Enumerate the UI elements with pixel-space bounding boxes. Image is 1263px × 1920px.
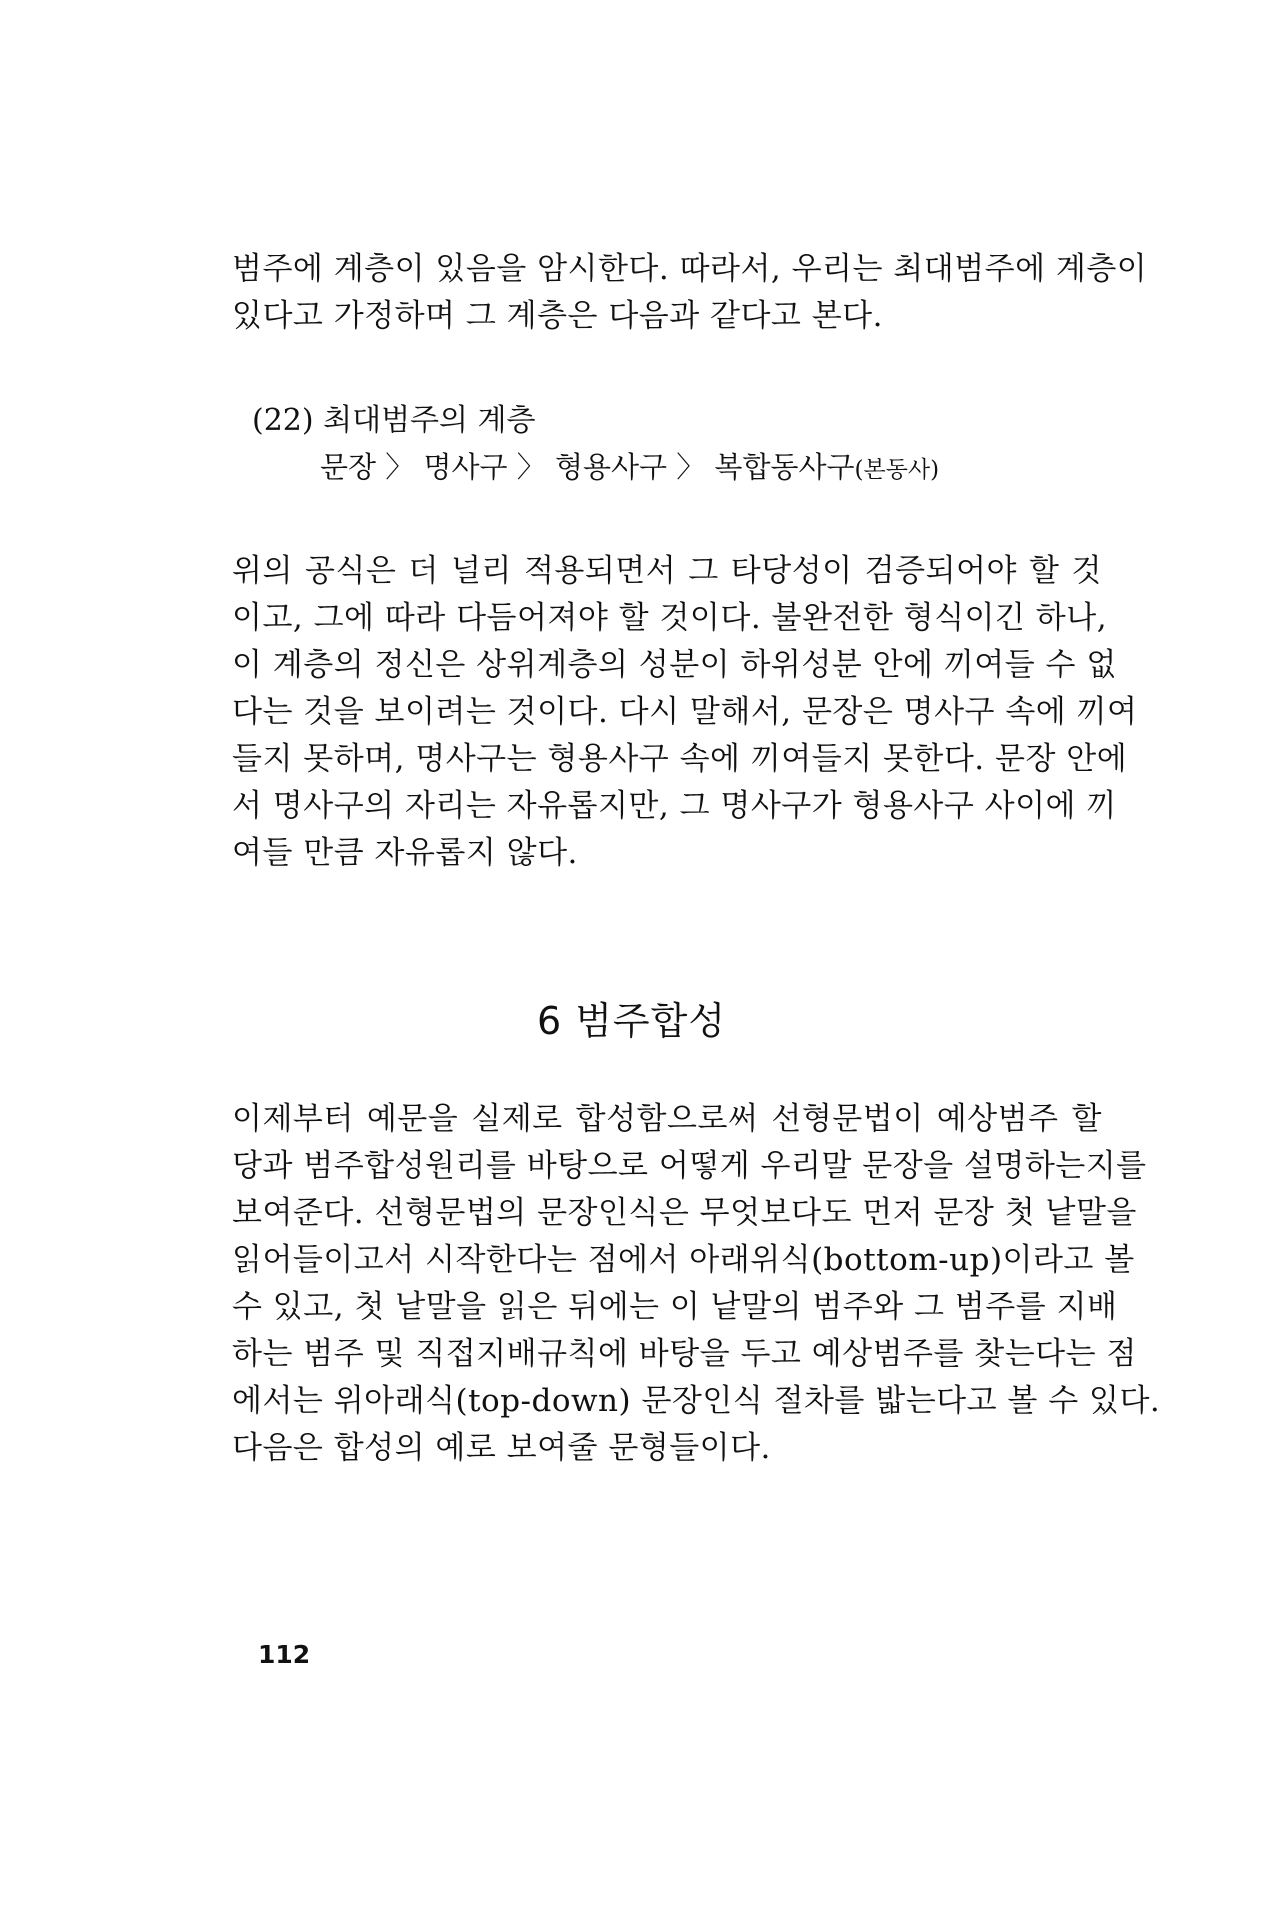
discussion-line-7: 여들 만큼 자유롭지 않다.: [232, 835, 578, 871]
example-22: [252, 398, 1122, 493]
example-sequence-main: 문장 〉 명사구 〉 형용사구 〉 복합동사구: [320, 450, 855, 484]
discussion-paragraph: [232, 548, 1138, 877]
page-number: 112: [258, 1640, 311, 1669]
synthesis-line-4: 읽어들이고서 시작한다는 점에서 아래위식(bottom-up)이라고 볼: [232, 1242, 1135, 1278]
discussion-line-6: 서 명사구의 자리는 자유롭지만, 그 명사구가 형용사구 사이에 끼: [232, 788, 1117, 824]
intro-line-1: 범주에 계층이 있음을 암시한다. 따라서, 우리는 최대범주에 계층이: [232, 251, 1148, 287]
synthesis-line-8: 다음은 합성의 예로 보여줄 문형들이다.: [232, 1430, 771, 1466]
example-label: (22) 최대범주의 계층: [252, 403, 536, 438]
intro-paragraph: [232, 246, 1148, 340]
discussion-line-5: 들지 못하며, 명사구는 형용사구 속에 끼여들지 못한다. 문장 안에: [232, 741, 1128, 777]
synthesis-line-2: 당과 범주합성원리를 바탕으로 어떻게 우리말 문장을 설명하는지를: [232, 1148, 1147, 1184]
synthesis-paragraph: [232, 1096, 1161, 1472]
discussion-line-3: 이 계층의 정신은 상위계층의 성분이 하위성분 안에 끼여들 수 없: [232, 647, 1117, 683]
discussion-line-1: 위의 공식은 더 널리 적용되면서 그 타당성이 검증되어야 할 것: [232, 553, 1102, 589]
synthesis-line-1: 이제부터 예문을 실제로 합성함으로써 선형문법이 예상범주 할: [232, 1101, 1102, 1137]
example-sequence: [252, 444, 1122, 493]
synthesis-line-3: 보여준다. 선형문법의 문장인식은 무엇보다도 먼저 문장 첫 낱말을: [232, 1195, 1137, 1231]
discussion-line-4: 다는 것을 보이려는 것이다. 다시 말해서, 문장은 명사구 속에 끼여: [232, 694, 1138, 730]
intro-line-2: 있다고 가정하며 그 계층은 다음과 같다고 본다.: [232, 298, 883, 334]
synthesis-line-5: 수 있고, 첫 낱말을 읽은 뒤에는 이 낱말의 범주와 그 범주를 지배: [232, 1289, 1118, 1325]
discussion-line-2: 이고, 그에 따라 다듬어져야 할 것이다. 불완전한 형식이긴 하나,: [232, 600, 1108, 636]
synthesis-line-6: 하는 범주 및 직접지배규칙에 바탕을 두고 예상범주를 찾는다는 점: [232, 1336, 1137, 1372]
section-heading: 6 범주합성: [536, 999, 727, 1043]
synthesis-line-7: 에서는 위아래식(top-down) 문장인식 절차를 밟는다고 볼 수 있다.: [232, 1383, 1161, 1419]
example-sequence-note: (본동사): [854, 457, 940, 483]
